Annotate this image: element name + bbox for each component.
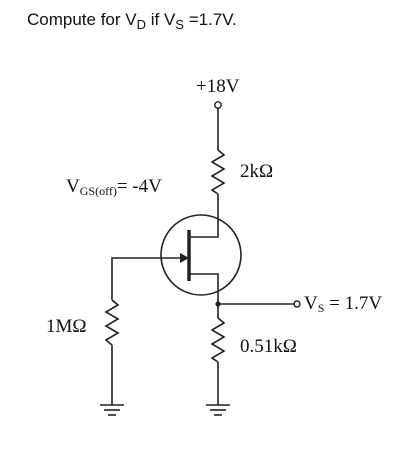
vgs-off-label: VGS(off)= -4V [66,176,162,198]
source-resistor [212,318,224,362]
jfet-envelope [161,215,241,295]
drain-resistor [212,150,224,194]
drain-resistor-label: 2kΩ [240,161,274,182]
source-voltage-label: VS = 1.7V [304,293,383,315]
supply-terminal [215,102,221,108]
gate-ground-symbol [100,405,124,415]
supply-voltage-label: +18V [196,76,240,97]
gate-resistor-label: 1MΩ [46,316,87,337]
jfet-drain-lead [189,224,218,237]
jfet-source-lead [189,274,218,304]
source-terminal [294,301,300,307]
gate-resistor [106,300,118,345]
source-ground-symbol [206,405,230,415]
question-text: Compute for $V_D$ if $V_S =1.7V$. [27,10,237,32]
gate-wire [112,258,167,300]
source-resistor-label: 0.51kΩ [240,336,297,357]
